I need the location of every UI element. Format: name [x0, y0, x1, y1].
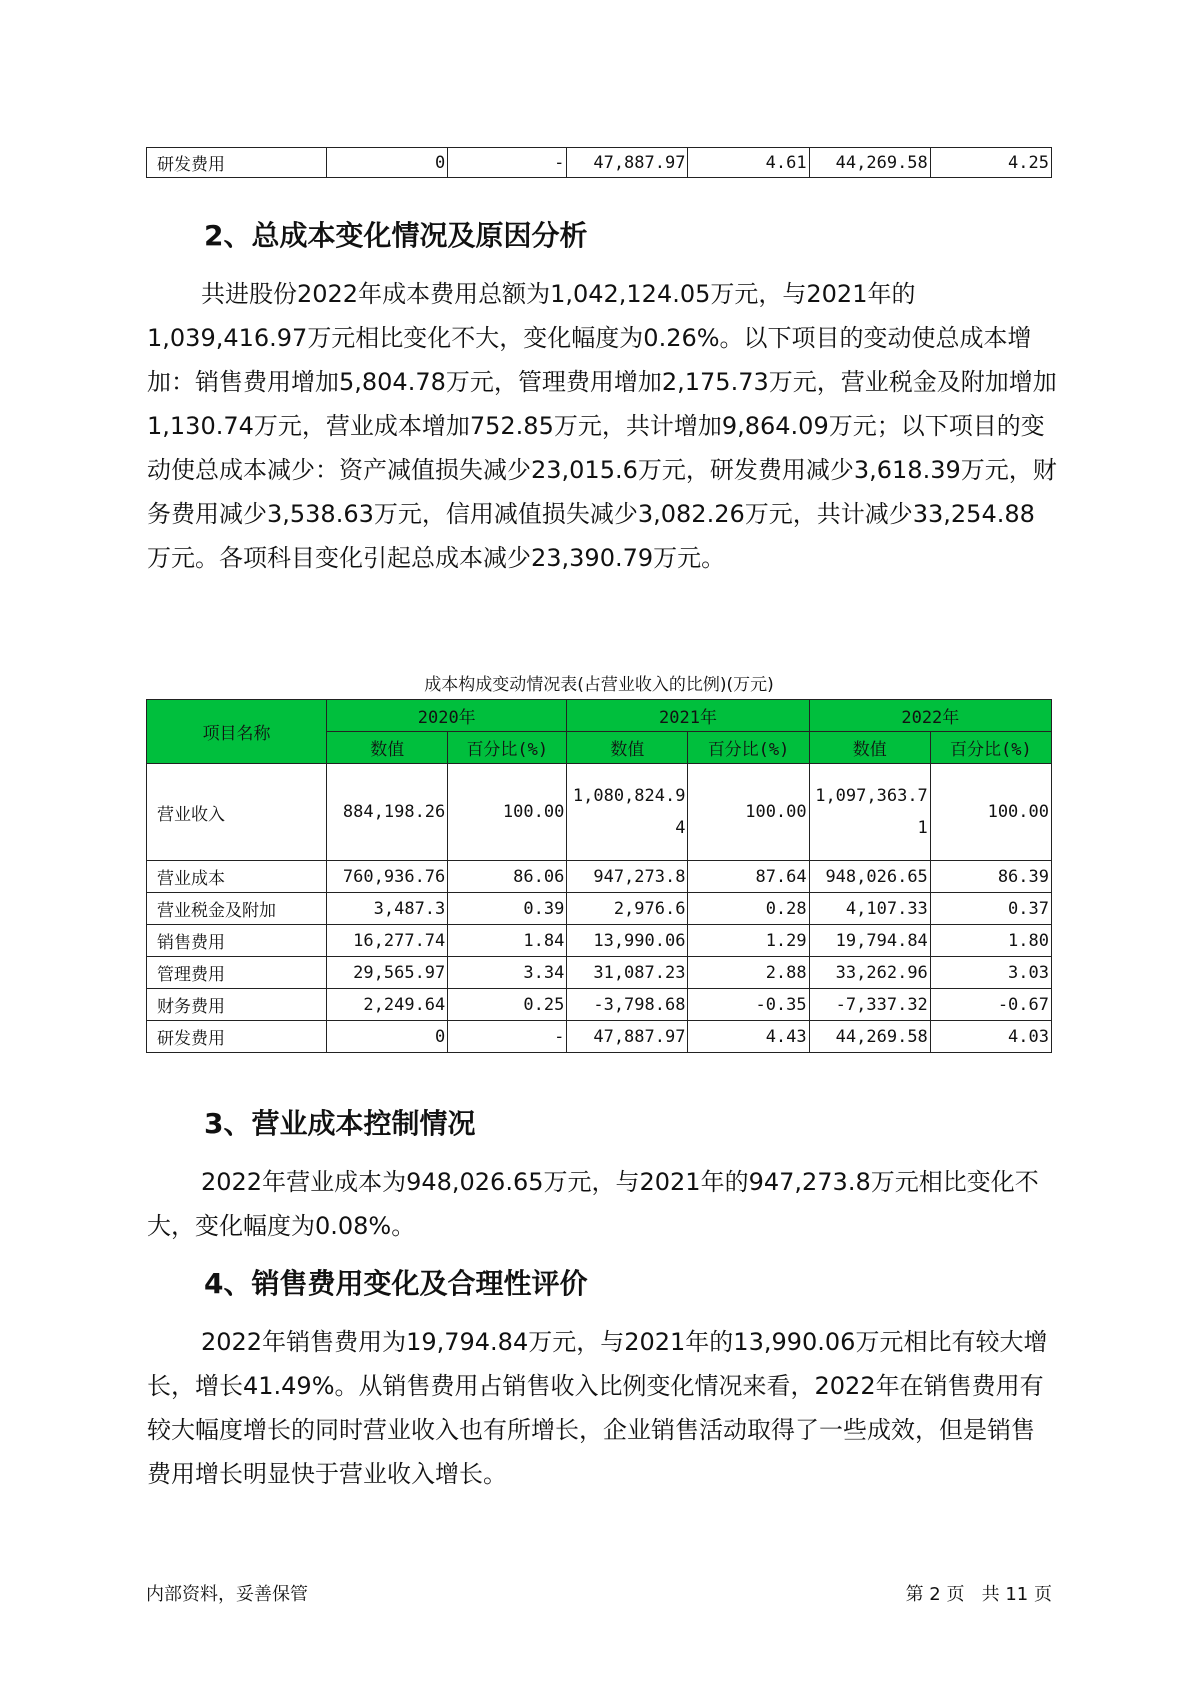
header-value: 数值: [327, 732, 448, 764]
table-row: [147, 1021, 1052, 1053]
cell-value: 1,080,824.94: [567, 764, 688, 861]
cell-value: 948,026.65: [809, 861, 930, 893]
cell-value: 31,087.23: [567, 957, 688, 989]
cell-value: 16,277.74: [327, 925, 448, 957]
cell-percent: 87.64: [688, 861, 809, 893]
row-label: 研发费用: [147, 1021, 327, 1053]
section-paragraph: 共进股份2022年成本费用总额为1,042,124.05万元，与2021年的1,039,416.97万元相比变化不大，变化幅度为0.26%。以下项目的变动使总成本增加：销售费用增加5,804.78万元，管理费用增加2,175.73万元，营业税金及附加增加1,130.74万元，营业成本增加752.85万元，共计增加9,864.09万元；以下项目的变动使总成本减少：资产减值损失减少23,015.6万元，研发费用减少3,618.39万元，财务费用减少3,538.63万元，信用减值损失减少3,082.26万元，共计减少33,254.88万元。各项科目变化引起总成本减少23,390.79万元。: [147, 280, 1057, 572]
table-caption: 成本构成变动情况表(占营业收入的比例)(万元): [424, 675, 774, 695]
footer-page-number: 第 2 页 共 11 页: [905, 1584, 1052, 1605]
section-heading: 3、营业成本控制情况: [204, 1107, 476, 1140]
row-label: 管理费用: [147, 957, 327, 989]
cell-percent: 3.34: [448, 957, 567, 989]
cell-value: 4.61: [688, 148, 809, 178]
cell-percent: 1.29: [688, 925, 809, 957]
section-paragraph: 2022年销售费用为19,794.84万元，与2021年的13,990.06万元相比有较大增长，增长41.49%。从销售费用占销售收入比例变化情况来看，2022年在销售费用有较大幅度增长的同时营业收入也有所增长，企业销售活动取得了一些成效，但是销售费用增长明显快于营业收入增长。: [147, 1328, 1048, 1488]
header-row: [147, 700, 1052, 732]
header-percent: 百分比(%): [688, 732, 809, 764]
cell-value: 0: [327, 148, 448, 178]
cell-percent: -: [448, 1021, 567, 1053]
row-label: 销售费用: [147, 925, 327, 957]
cell-value: 2,249.64: [327, 989, 448, 1021]
cell-percent: 4.03: [930, 1021, 1051, 1053]
cell-percent: 0.25: [448, 989, 567, 1021]
table-row: [147, 893, 1052, 925]
cell-value: 1,097,363.71: [809, 764, 930, 861]
header-item-name: 项目名称: [147, 700, 327, 764]
row-label: 营业收入: [147, 764, 327, 861]
cell-percent: 1.80: [930, 925, 1051, 957]
cell-value: 0: [327, 1021, 448, 1053]
cell-value: 33,262.96: [809, 957, 930, 989]
cell-percent: -0.67: [930, 989, 1051, 1021]
cell-percent: 4.43: [688, 1021, 809, 1053]
cell-value: -: [448, 148, 567, 178]
cell-value: 47,887.97: [567, 1021, 688, 1053]
cell-percent: 1.84: [448, 925, 567, 957]
header-year: 2020年: [327, 700, 567, 732]
cell-value: 19,794.84: [809, 925, 930, 957]
header-year: 2022年: [809, 700, 1051, 732]
header-value: 数值: [809, 732, 930, 764]
cell-percent: 3.03: [930, 957, 1051, 989]
row-label: 营业税金及附加: [147, 893, 327, 925]
cell-percent: 100.00: [930, 764, 1051, 861]
cell-value: -7,337.32: [809, 989, 930, 1021]
cell-percent: 0.37: [930, 893, 1051, 925]
cell-value: 2,976.6: [567, 893, 688, 925]
previous-table-tail: [146, 147, 1052, 178]
cell-percent: 0.39: [448, 893, 567, 925]
cell-value: 4,107.33: [809, 893, 930, 925]
cell-percent: 0.28: [688, 893, 809, 925]
cell-value: 3,487.3: [327, 893, 448, 925]
row-label: 研发费用: [147, 148, 327, 178]
cell-value: -3,798.68: [567, 989, 688, 1021]
cell-value: 947,273.8: [567, 861, 688, 893]
cell-percent: 100.00: [688, 764, 809, 861]
table-row: [147, 989, 1052, 1021]
footer-confidential-note: 内部资料，妥善保管: [146, 1584, 308, 1605]
cell-percent: 86.06: [448, 861, 567, 893]
cell-value: 29,565.97: [327, 957, 448, 989]
header-percent: 百分比(%): [448, 732, 567, 764]
table-row: [147, 957, 1052, 989]
section-heading: 4、销售费用变化及合理性评价: [204, 1267, 588, 1300]
cell-value: 44,269.58: [809, 1021, 930, 1053]
header-percent: 百分比(%): [930, 732, 1051, 764]
cell-percent: 2.88: [688, 957, 809, 989]
cell-percent: 100.00: [448, 764, 567, 861]
section-heading: 2、总成本变化情况及原因分析: [204, 219, 588, 252]
cell-value: 47,887.97: [567, 148, 688, 178]
cell-percent: 86.39: [930, 861, 1051, 893]
section-paragraph: 2022年营业成本为948,026.65万元，与2021年的947,273.8万元相比变化不大，变化幅度为0.08%。: [147, 1168, 1039, 1240]
row-label: 财务费用: [147, 989, 327, 1021]
table-row: [147, 764, 1052, 861]
cost-structure-table: [146, 699, 1052, 1053]
table-row: [147, 925, 1052, 957]
table-row: [147, 861, 1052, 893]
cell-value: 13,990.06: [567, 925, 688, 957]
cell-value: 44,269.58: [809, 148, 930, 178]
header-value: 数值: [567, 732, 688, 764]
header-year: 2021年: [567, 700, 809, 732]
cell-value: 760,936.76: [327, 861, 448, 893]
cell-value: 4.25: [930, 148, 1051, 178]
row-label: 营业成本: [147, 861, 327, 893]
cell-percent: -0.35: [688, 989, 809, 1021]
table-row: [147, 148, 1052, 178]
cell-value: 884,198.26: [327, 764, 448, 861]
